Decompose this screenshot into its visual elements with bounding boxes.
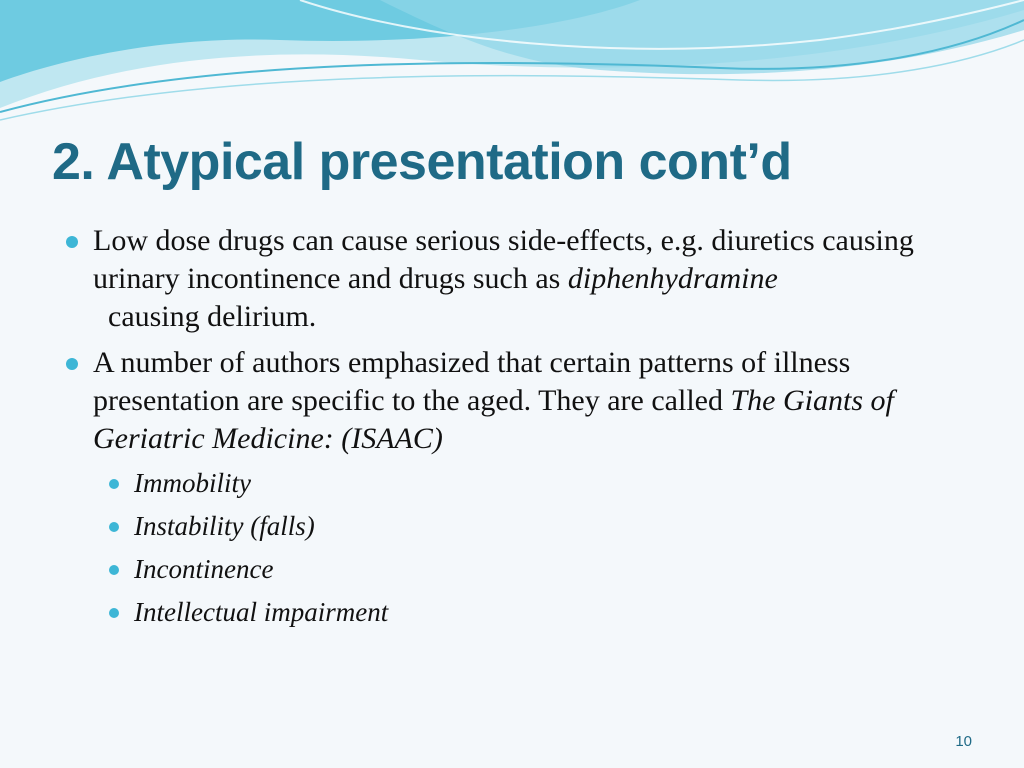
sub-bullet-item: Intellectual impairment <box>93 591 974 634</box>
bullet-text: Low dose drugs can cause serious side-effects, e.g. diuretics causing urinary incontinence and drugs such as <box>93 224 914 295</box>
slide-title: 2. Atypical presentation cont’d <box>52 133 792 191</box>
header-wave-decoration <box>0 0 1024 130</box>
sub-bullet-item: Instability (falls) <box>93 505 974 548</box>
sub-bullet-item: Incontinence <box>93 548 974 591</box>
bullet-text: A number of authors emphasized that certain patterns of illness presentation are specific to the aged. They are called <box>93 346 851 417</box>
sub-bullet-item: Immobility <box>93 462 974 505</box>
page-number: 10 <box>955 733 972 750</box>
bullet-italic-term: The Giants of Geriatric Medicine: (ISAAC) <box>93 384 894 455</box>
bullet-item <box>64 222 974 336</box>
slide-content <box>64 222 974 642</box>
bullet-item <box>64 344 974 634</box>
bullet-italic-term: diphenhydramine <box>567 262 778 295</box>
bullet-list <box>64 222 974 634</box>
bullet-text-end: causing delirium. <box>93 300 317 333</box>
sub-bullet-list <box>93 462 974 634</box>
